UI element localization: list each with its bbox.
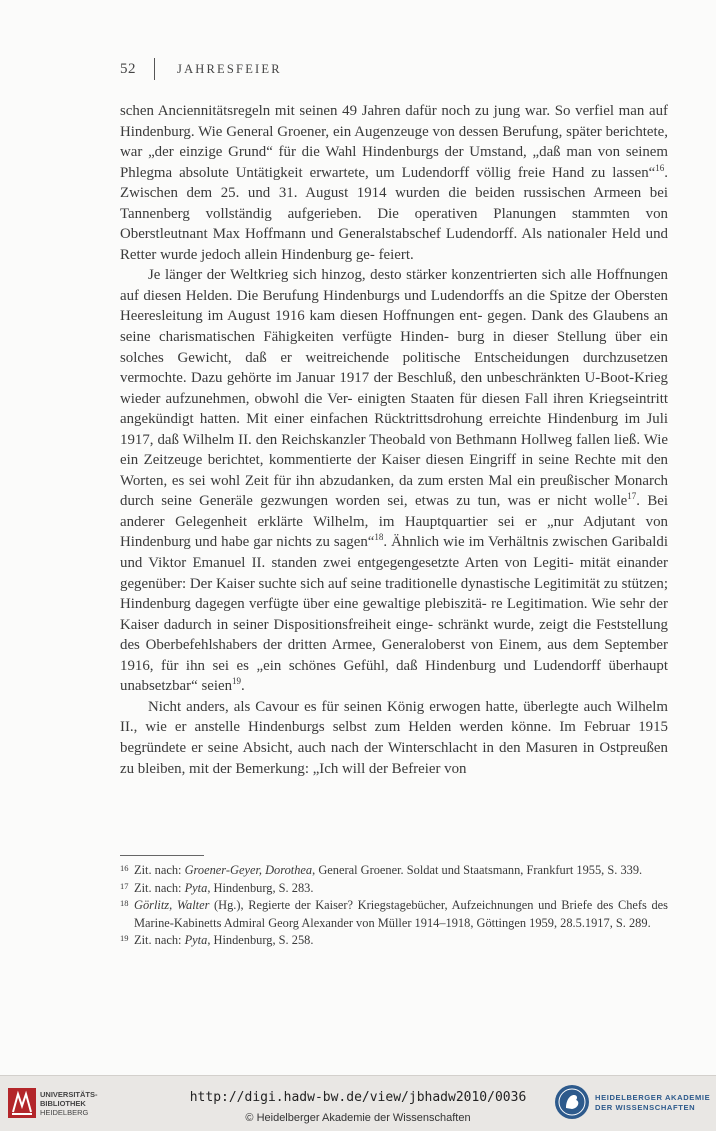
text-run: (Hg.), Regierte der Kaiser? Kriegstagebücher, Aufzeichnungen und Briefe des Chefs des Marine-Kabinetts Admiral Georg Alexander von Müller 1914–1918, Göttingen 1959, 28.5.1917, S. 289. (134, 898, 668, 930)
footnote (120, 897, 668, 932)
footnote-ref: 16 (655, 162, 665, 173)
academy-name-line: HEIDELBERGER AKADEMIE (595, 1093, 711, 1102)
paragraph-3 (120, 697, 668, 779)
paragraph-1 (120, 101, 668, 265)
page-header (120, 58, 282, 80)
library-name-line: UNIVERSITÄTS- (40, 1090, 98, 1099)
permalink[interactable]: http://digi.hadw-bw.de/view/jbhadw2010/0036 (189, 1090, 527, 1105)
page-number: 52 (120, 60, 136, 77)
text-run: . (241, 678, 245, 695)
footnote-number: 18 (120, 898, 129, 909)
footnote (120, 880, 668, 898)
text-run: Zit. nach: (134, 880, 185, 895)
footnote (120, 932, 668, 950)
copyright-notice: © Heidelberger Akademie der Wissenschaften (245, 1112, 471, 1124)
italic-text: Pyta (184, 933, 208, 948)
footnote-ref: 18 (374, 532, 384, 543)
text-run: Zit. nach: (134, 863, 185, 877)
footnote-number: 19 (120, 933, 129, 944)
text-run: , Hindenburg, S. 258. (207, 933, 314, 948)
footnote-ref: 19 (232, 676, 242, 687)
academy-name (595, 1093, 710, 1113)
running-title: JAHRESFEIER (177, 61, 282, 76)
footnote-text (134, 932, 668, 950)
library-name-line: BIBLIOTHEK (40, 1099, 86, 1108)
academy-seal-icon (554, 1084, 590, 1120)
footnote-text (134, 862, 668, 880)
text-run: . Bei anderer Gelegenheit erklärte Wilhelm, im Hauptquartier sei er „nur Adjutant von Hindenburg und habe gar nichts zu sagen“ (120, 493, 669, 551)
body-text (120, 101, 668, 779)
footnote-text (134, 880, 668, 898)
text-run: . Ähnlich wie im Verhältnis zwischen Garibaldi und Viktor Emanuel II. standen zwei entgegengesetzte Arten von Legiti- mität einander gegenüber: Der Kaiser suchte sich auf seine traditionelle dynastische Legitimität zu stützen; Hindenburg dagegen verfügte über eine gewaltige plebiszitä- re Legitimation. Wie sehr der Kaiser dadurch in seiner Dispositionsfreiheit einge- schränkt wurde, zeigt die Feststellung des Oberbefehlshabers der dritten Armee, Generaloberst von Einem, aus dem September 1916, für ihn sei es „ein schönes Gefühl, daß Hindenburg und Ludendorff überhaupt unabsetzbar“ seien (120, 534, 669, 695)
footnotes (120, 862, 668, 950)
text-run: , General Groener. Soldat und Staatsmann, Frankfurt 1955, S. 339. (312, 863, 643, 877)
italic-text: Groener-Geyer, Dorothea (184, 863, 313, 877)
paragraph-2 (120, 265, 668, 696)
text-run: . Zwischen dem 25. und 31. August 1914 wurden die beiden russischen Armeen bei Tannenberg vollständig aufgerieben. Die operativen Planungen stammten von Oberstleutnant Max Hoffmann und Generalstabschef Ludendorff. Als nationaler Held und Retter wurde jedoch allein Hindenburg ge- feiert. (120, 164, 668, 263)
text-run: schen Anciennitätsregeln mit seinen 49 Jahren dafür noch zu jung war. So verfiel man auf Hindenburg. Wie General Groener, ein Augenzeuge von dessen Berufung, später berichtete, war „der einzige Grund“ für die Wahl Hindenburgs der Umstand, „daß man von seinem Phlegma absolute Untätigkeit erwartete, um Ludendorff völlig freie Hand zu lassen“ (120, 103, 668, 181)
text-run: Je länger der Weltkrieg sich hinzog, desto stärker konzentrierten sich alle Hoffnungen auf diesen Helden. Die Berufung Hindenburgs und Ludendorffs an die Spitze der Obersten Heeresleitung im August 1916 kam diesen Hoffnungen ent- gegen. Dank des Glaubens an seine charismatischen Fähigkeiten verfügte Hinden- burg in dieser Stellung über ein solches Gewicht, daß er weitreichende politische Entscheidungen durchzusetzen vermochte. Dazu gehörte im Januar 1917 der Beschluß, den unbeschränkten U-Boot-Krieg wieder aufzunehmen, obwohl die Ver- einigten Staaten für diesen Fall ihren Kriegseintritt angekündigt hatten. Mit einer einfachen Rücktrittsdrohung erreichte Hindenburg im Juli 1917, daß Wilhelm II. den Reichskanzler Theobald von Bethmann Hollweg fallen ließ. Wie ein Zeitzeuge berichtet, kommentierte der Kaiser diesen Eingriff in seine Rechte mit den Worten, es sei wohl Zeit für ihn abzudanken, da zum ersten Mal ein preußischer Monarch durch seine Generäle gezwungen worden sei, etwas zu tun, was er nicht wolle (120, 267, 668, 510)
text-run: Zit. nach: (134, 933, 185, 948)
text-run: , Hindenburg, S. 283. (207, 880, 314, 895)
italic-text: Pyta (184, 880, 208, 895)
italic-text: Görlitz, Walter (134, 898, 210, 913)
library-name-line: HEIDELBERG (40, 1108, 89, 1117)
footnote (120, 862, 668, 880)
footnote-ref: 17 (627, 491, 637, 502)
text-run: Nicht anders, als Cavour es für seinen König erwogen hatte, überlegte auch Wilhelm II., wie er anstelle Hindenburgs selbst zum Helden werden könne. Im Februar 1915 begründete er seine Absicht, auch nach der Winterschlacht in den Masuren in Ostpreußen zu bleiben, mit der Bemerkung: „Ich will der Befreier von (120, 698, 668, 777)
footnote-number: 16 (120, 863, 129, 873)
academy-name-line: DER WISSENSCHAFTEN (595, 1103, 696, 1112)
footnote-text (134, 897, 668, 932)
header-divider (154, 58, 155, 80)
footnote-number: 17 (120, 880, 129, 891)
footnote-rule (120, 855, 204, 856)
